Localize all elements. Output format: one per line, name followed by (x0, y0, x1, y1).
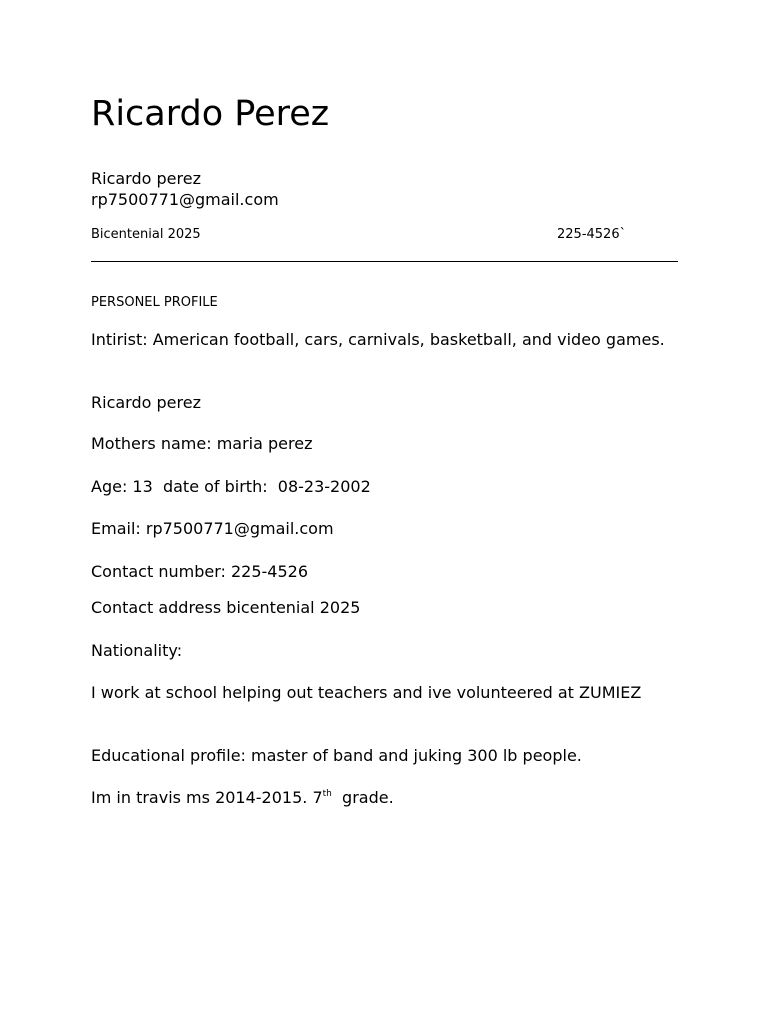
school-paragraph (91, 787, 678, 808)
school-superscript: th (322, 789, 332, 799)
contact-block (91, 168, 279, 210)
divider (91, 261, 678, 262)
phone-text: 225-4526` (557, 227, 627, 242)
address-text: Bicentenial 2025 (91, 227, 201, 242)
name-line: Ricardo perez (91, 169, 201, 188)
school-suffix: grade. (331, 788, 394, 807)
nationality-paragraph: Nationality: (91, 641, 183, 660)
email-paragraph: Email: rp7500771@gmail.com (91, 519, 334, 538)
interests-paragraph: Intirist: American football, cars, carnivals, basketball, and video games. (91, 330, 665, 349)
educational-paragraph: Educational profile: master of band and juking 300 lb people. (91, 746, 582, 765)
name-paragraph: Ricardo perez (91, 393, 201, 412)
school-prefix: Im in travis ms 2014-2015. 7 (91, 788, 323, 807)
mothers-name-paragraph: Mothers name: maria perez (91, 434, 313, 453)
contact-address-paragraph: Contact address bicentenial 2025 (91, 598, 361, 617)
contact-number-paragraph: Contact number: 225-4526 (91, 562, 309, 581)
page-title: Ricardo Perez (91, 94, 330, 134)
email-line: rp7500771@gmail.com (91, 190, 279, 209)
age-dob-paragraph: Age: 13 date of birth: 08-23-2002 (91, 477, 371, 496)
section-label-profile: PERSONEL PROFILE (91, 295, 218, 310)
work-paragraph: I work at school helping out teachers and ive volunteered at ZUMIEZ (91, 683, 642, 702)
